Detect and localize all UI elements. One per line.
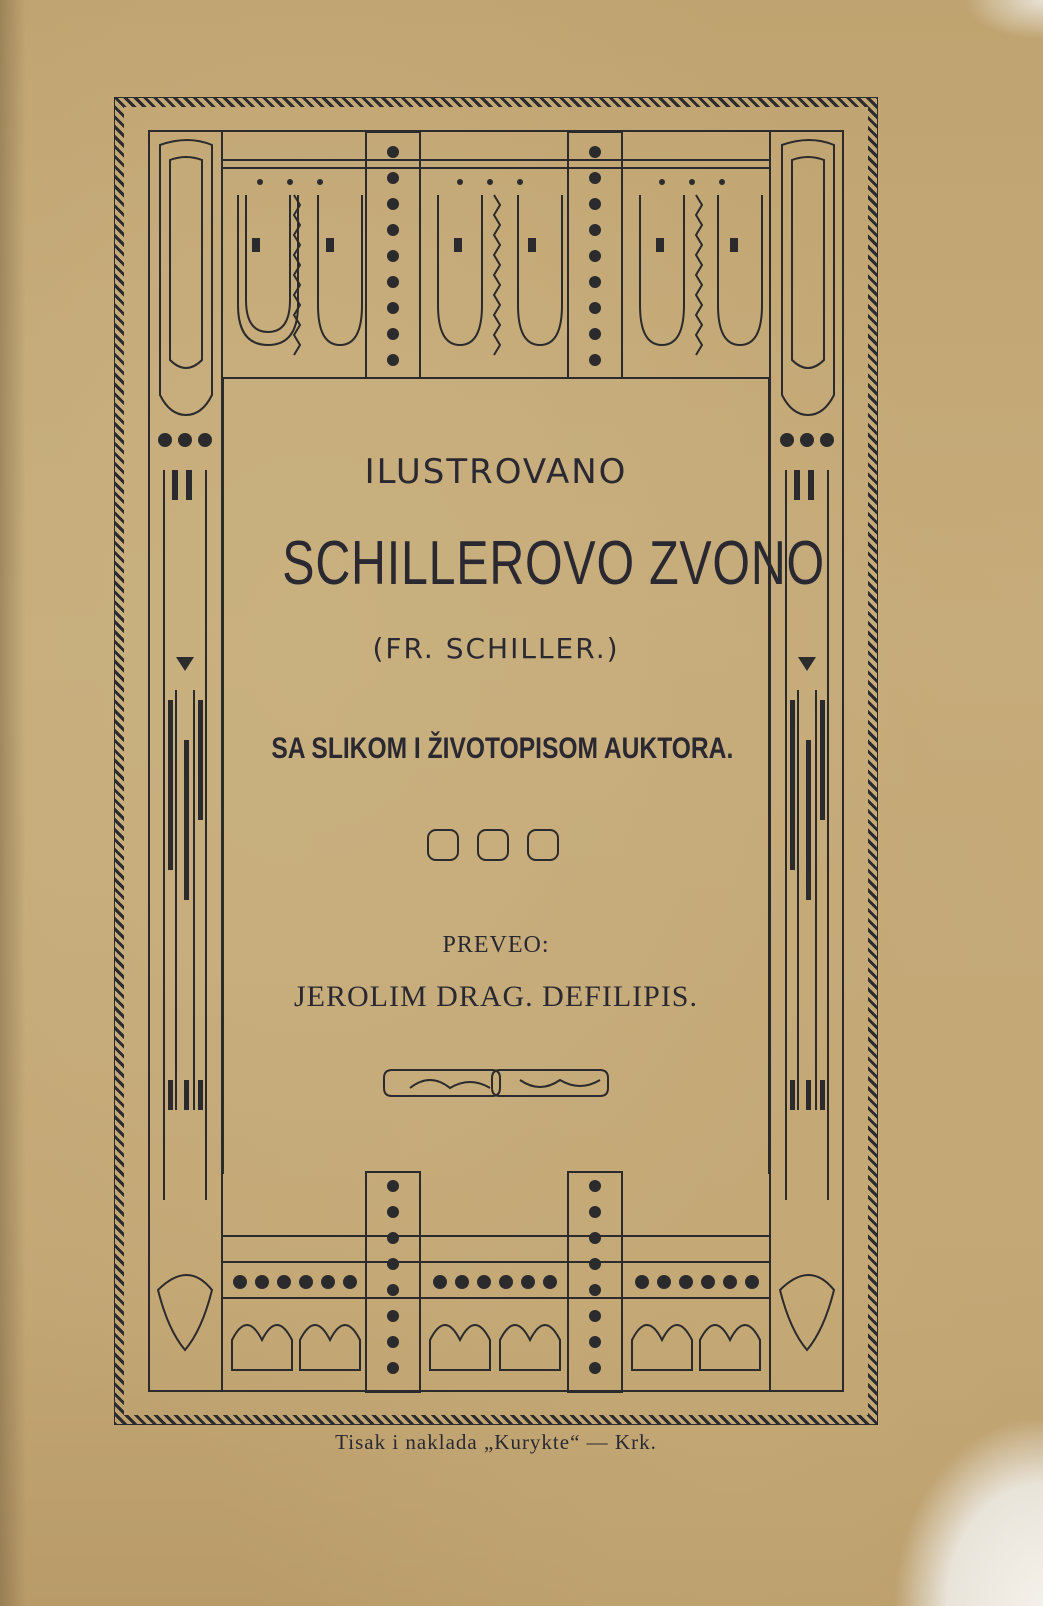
author-line: (FR. SCHILLER.)	[372, 632, 620, 665]
subtitle: SA SLIKOM I ŽIVOTOPISOM AUKTORA.	[271, 732, 734, 765]
book-title: SCHILLEROVO ZVONO	[282, 529, 825, 598]
series-line: ILUSTROVANO	[364, 452, 628, 492]
translator-label: PREVEO:	[442, 932, 550, 958]
imprint-line: Tisak i naklada „Kurykte“ — Krk.	[335, 1430, 657, 1454]
title-panel	[222, 378, 825, 1174]
translator-name: JEROLIM DRAG. DEFILIPIS.	[293, 980, 698, 1013]
